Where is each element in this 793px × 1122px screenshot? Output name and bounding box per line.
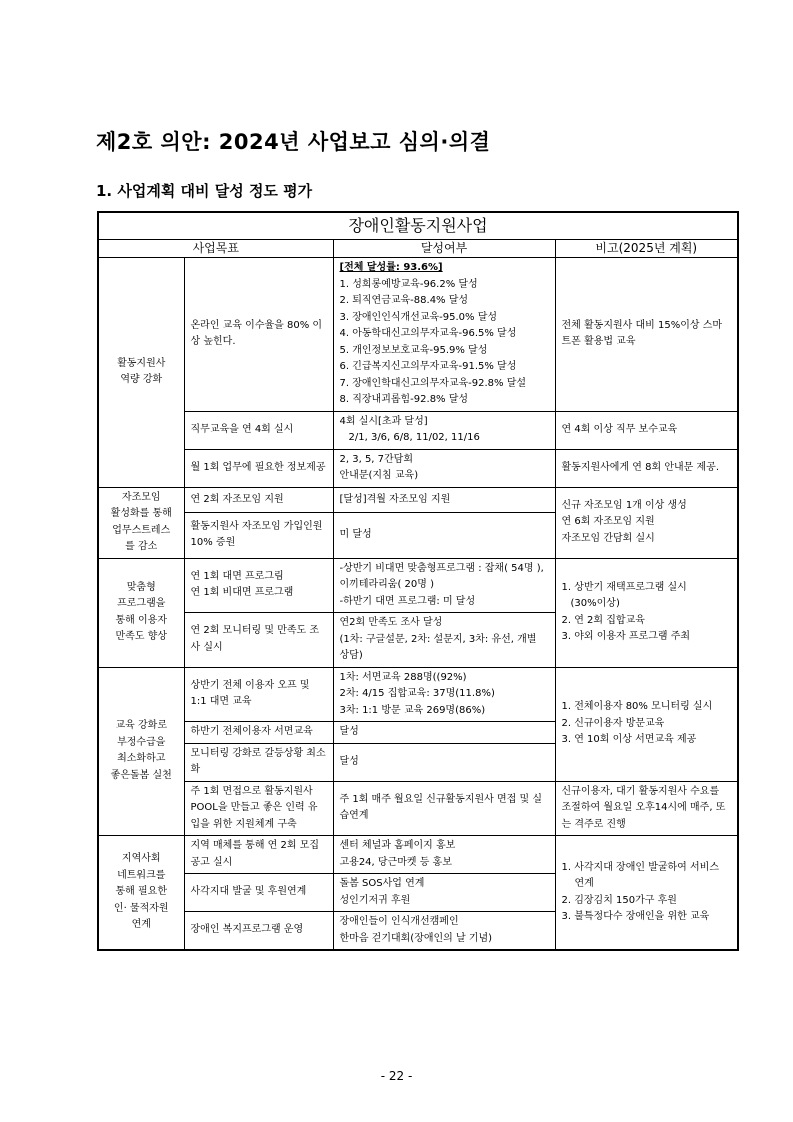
note-line: 자조모임 간담회 실시: [561, 532, 655, 544]
document-title: 제2호 의안: 2024년 사업보고 심의·의결: [96, 130, 491, 154]
goal-line: 통해 필요한: [115, 886, 167, 898]
result-cell: 미 달성: [333, 513, 555, 558]
result-line: 2/1, 3/6, 6/8, 11/02, 11/16: [348, 432, 480, 443]
result-cell: [달성]격월 자조모임 지원: [333, 487, 555, 513]
note-line: 연 6회 자조모임 지원: [561, 516, 655, 528]
result-cell: [333, 912, 555, 951]
target-cell: 월 1회 업무에 필요한 정보제공: [184, 449, 333, 487]
note-cell: 연 4회 이상 직무 보수교육: [555, 411, 738, 449]
note-cell: [555, 558, 738, 667]
result-line: 3차: 1:1 방문 교육 269명(86%): [339, 704, 486, 716]
target-cell: 주 1회 면접으로 활동지원사 POOL을 만들고 좋은 인력 유입을 위한 지원체계 구축: [184, 781, 333, 836]
table-row: [98, 558, 738, 613]
result-cell: [333, 667, 555, 722]
note-line: 2. 김장김치 150가구 후원: [561, 894, 677, 906]
result-line: 2. 퇴직연금교육-88.4% 달성: [339, 295, 469, 306]
note-line: 1. 상반기 재택프로그램 실시: [561, 581, 687, 593]
result-line: 센터 체널과 홈페이지 홍보: [339, 840, 456, 851]
target-cell: 지역 매체를 통해 연 2회 모집공고 실시: [184, 836, 333, 874]
target-cell: 상반기 전체 이용자 오프 및 1:1 대면 교육: [184, 667, 333, 722]
target-cell: 연 2회 자조모임 지원: [184, 487, 333, 513]
result-line: 성인기저귀 후원: [339, 894, 411, 906]
goal-line: 지역사회: [121, 853, 161, 865]
goal-line: 맞춤형: [126, 581, 156, 593]
note-line: 2. 연 2회 집합교육: [561, 614, 645, 626]
result-line: (1차: 구글설문, 2차: 설문지, 3차: 유선, 개별 상담): [339, 633, 537, 661]
goal-line: 교육 강화로: [115, 720, 167, 732]
table-row: [98, 411, 738, 449]
goal-cell: [98, 558, 184, 667]
header-result: 달성여부: [333, 240, 555, 258]
target-cell: 연 2회 모니터링 및 만족도 조사 실시: [184, 613, 333, 668]
goal-line: 만족도 향상: [115, 631, 167, 642]
table-row: [98, 258, 738, 412]
goal-cell: [98, 667, 184, 836]
note-line: 신규 자조모임 1개 이상 생성: [561, 499, 687, 511]
goal-line: 활동지원사: [117, 357, 166, 369]
table-row: [98, 667, 738, 722]
result-line: 2차: 4/15 집합교육: 37명(11.8%): [339, 688, 495, 699]
note-line: 3. 불특정다수 장애인을 위한 교육: [561, 911, 710, 922]
note-cell: [555, 487, 738, 558]
goal-line: 역량 강화: [120, 374, 163, 386]
section-title: 1. 사업계획 대비 달성 정도 평가: [96, 182, 313, 200]
target-cell: 하반기 전체이용자 서면교육: [184, 722, 333, 744]
target-cell: 활동지원사 자조모임 가입인원 10% 증원: [184, 513, 333, 558]
goal-line: 네트워크를: [117, 869, 166, 881]
target-cell: 사각지대 발굴 및 후원연계: [184, 874, 333, 912]
table-title: 장애인활동지원사업: [98, 212, 738, 240]
evaluation-table: [97, 211, 739, 951]
note-line: 3. 연 10회 이상 서면교육 제공: [561, 734, 697, 746]
goal-line: 인· 물적자원: [113, 902, 169, 914]
result-line: 연2회 만족도 조사 달성: [339, 617, 443, 628]
note-cell: 활동지원사에게 연 8회 안내문 제공.: [555, 449, 738, 487]
result-line: 안내문(지침 교육): [339, 470, 419, 481]
goal-line: 자조모임: [121, 491, 161, 503]
note-line: 2. 신규이용자 방문교육: [561, 717, 665, 729]
note-line: 1. 전체이용자 80% 모니터링 실시: [561, 701, 713, 713]
goal-line: 프로그램을: [117, 598, 166, 609]
result-line: 3. 장애인인식개선교육-95.0% 달성: [339, 311, 498, 323]
table-title-row: [98, 212, 738, 240]
target-cell: 모니터링 강화로 갈등상황 최소화: [184, 743, 333, 781]
result-line: 8. 직장내괴롭힘-92.8% 달성: [339, 394, 469, 405]
result-line: 1차: 서면교육 288명((92%): [339, 671, 467, 683]
result-line: 장애인들이 인식개선캠페인: [339, 916, 459, 927]
result-cell: 주 1회 매주 월요일 신규활동지원사 면접 및 실습연계: [333, 781, 555, 836]
goal-cell: [98, 487, 184, 558]
goal-line: 업무스트레스: [112, 524, 171, 536]
goal-line: 활성화를 통해: [110, 508, 172, 519]
note-line: 3. 야외 이용자 프로그램 주최: [561, 631, 691, 642]
goal-line: 연계: [131, 919, 151, 931]
result-line: 고용24, 당근마켓 등 홍보: [339, 856, 452, 868]
result-line: -상반기 비대면 맞춤형프로그램 : 잡채( 54명 ), 이끼테라리움( 20명 ): [339, 562, 544, 590]
note-cell: 신규이용자, 대기 활동지원사 수요를 조절하여 월요일 오후14시에 매주, 또는 격주로 진행: [555, 781, 738, 836]
target-line: 연 1회 비대면 프로그램: [190, 587, 294, 599]
target-cell: 온라인 교육 이수율을 80% 이상 높힌다.: [184, 258, 333, 412]
page-number: - 22 -: [380, 1069, 413, 1083]
result-line: 4회 실시[초과 달성]: [339, 415, 428, 427]
result-cell: [333, 613, 555, 668]
target-cell: 직무교육을 연 4회 실시: [184, 411, 333, 449]
result-cell: [333, 874, 555, 912]
table-row: [98, 836, 738, 874]
note-line: (30%이상): [570, 598, 620, 609]
target-cell: 장애인 복지프로그램 운영: [184, 912, 333, 951]
header-goal: 사업목표: [98, 240, 333, 258]
goal-line: 좋은돌봄 실천: [110, 769, 172, 781]
note-cell: [555, 667, 738, 781]
table-row: [98, 487, 738, 513]
goal-line: 최소화하고: [117, 753, 166, 765]
result-line: 한마음 걷기대회(장애인의 날 기념): [339, 932, 493, 944]
result-cell: [333, 411, 555, 449]
note-cell: [555, 836, 738, 951]
result-line: 돌봄 SOS사업 연계: [339, 878, 425, 889]
result-line: 1. 성희롱예방교육-96.2% 달성: [339, 278, 478, 290]
target-line: 연 1회 대면 프로그림: [190, 570, 284, 582]
result-cell: [333, 258, 555, 412]
table-row: [98, 449, 738, 487]
target-cell: [184, 558, 333, 613]
header-note: 비고(2025년 계획): [555, 240, 738, 258]
result-line: 4. 아동학대신고의무자교육-96.5% 달성: [339, 328, 517, 339]
goal-line: 통해 이용자: [115, 614, 167, 626]
result-cell: [333, 449, 555, 487]
goal-cell: [98, 836, 184, 951]
result-cell: [333, 836, 555, 874]
result-line: 7. 장애인학대신고의무자교육-92.8% 달설: [339, 377, 527, 389]
result-cell: 달성: [333, 743, 555, 781]
goal-line: 를 감소: [125, 541, 158, 552]
result-cell: 달성: [333, 722, 555, 744]
result-line: 6. 긴급복지신고의무자교육-91.5% 달성: [339, 361, 517, 372]
result-line: -하반기 대면 프로그램: 미 달성: [339, 595, 476, 607]
note-cell: 전체 활동지원사 대비 15%이상 스마트폰 활용법 교육: [555, 258, 738, 412]
goal-cell: [98, 258, 184, 488]
result-cell: [333, 558, 555, 613]
result-line: 2, 3, 5, 7간담회: [339, 453, 414, 465]
result-line: 5. 개인정보보호교육-95.9% 달성: [339, 344, 488, 356]
note-line: 1. 사각지대 장애인 발굴하여 서비스 연계: [561, 861, 719, 889]
header-row: [98, 240, 738, 258]
table-row: [98, 781, 738, 836]
result-summary: [전체 달성률: 93.6%]: [339, 262, 443, 273]
goal-line: 부정수급을: [117, 736, 166, 748]
